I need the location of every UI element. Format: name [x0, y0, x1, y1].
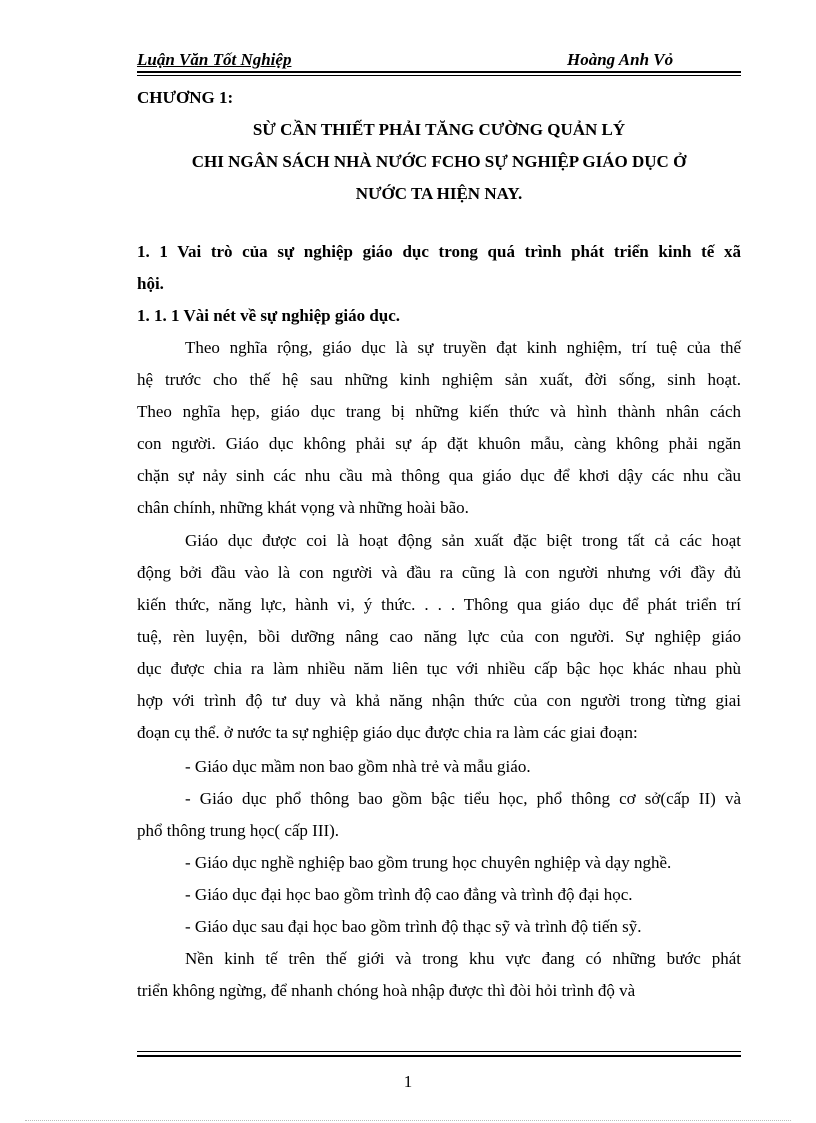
paragraph-line: Giáo dục được coi là hoạt động sản xuất đặc biệt trong tất cả các hoạt	[185, 531, 741, 550]
footer-rule-thin	[137, 1051, 741, 1052]
chapter-title-line-2: CHI NGÂN SÁCH NHÀ NƯỚC FCHO SỰ NGHIỆP GIÁO DỤC Ở	[191, 152, 687, 171]
paragraph-line: đoạn cụ thể. ở nước ta sự nghiệp giáo dục được chia ra làm các giai đoạn:	[137, 723, 638, 742]
page-number: 1	[403, 1072, 413, 1091]
paragraph-line: Nền kinh tế trên thế giới và trong khu vực đang có những bước phát	[185, 949, 741, 968]
paragraph-line: chân chính, những khát vọng và những hoài bão.	[137, 498, 469, 517]
header-rule-thin	[137, 75, 741, 76]
paragraph-line: hệ trước cho thế hệ sau những kinh nghiệm sản xuất, đời sống, sinh hoạt.	[137, 370, 741, 389]
paragraph-line: dục được chia ra làm nhiều năm liên tục với nhiều cấp bậc học khác nhau phù	[137, 659, 741, 678]
header-left-title: Luận Văn Tốt Nghiệp	[137, 50, 292, 69]
header-author: Hoàng Anh Vỏ	[567, 50, 674, 69]
list-item: - Giáo dục mầm non bao gồm nhà trẻ và mẫu giáo.	[185, 757, 531, 776]
list-item: - Giáo dục đại học bao gồm trình độ cao đẳng và trình độ đại học.	[185, 885, 633, 904]
header-rule	[137, 71, 741, 73]
paragraph-line: kiến thức, năng lực, hành vi, ý thức. . . . Thông qua giáo dục để phát triển trí	[137, 595, 741, 614]
paragraph-line: tuệ, rèn luyện, bồi dưỡng nâng cao năng lực của con người. Sự nghiệp giáo	[137, 627, 741, 646]
paragraph-line: động bởi đầu vào là con người và đầu ra cũng là con người nhưng với đầy đủ	[137, 563, 741, 582]
chapter-label: CHƯƠNG 1:	[137, 88, 234, 107]
chapter-title-line-3: NƯỚC TA HIỆN NAY.	[355, 184, 523, 203]
list-item: - Giáo dục sau đại học bao gồm trình độ thạc sỹ và trình độ tiến sỹ.	[185, 917, 642, 936]
section-heading-continued: hội.	[137, 274, 164, 293]
list-item: - Giáo dục phổ thông bao gồm bậc tiểu học, phổ thông cơ sở(cấp II) và	[185, 789, 741, 808]
section-heading: 1. 1 Vai trò của sự nghiệp giáo dục trong quá trình phát triển kinh tế xã	[137, 242, 741, 261]
paragraph-line: triển không ngừng, để nhanh chóng hoà nhập được thì đòi hỏi trình độ và	[137, 981, 636, 1000]
chapter-title-line-1: SỪ CẦN THIẾT PHẢI TĂNG CƯỜNG QUẢN LÝ	[252, 120, 626, 139]
paragraph-line: Theo nghĩa rộng, giáo dục là sự truyền đạt kinh nghiệm, trí tuệ của thế	[185, 338, 741, 357]
running-header	[137, 50, 741, 72]
page-edge-dots	[25, 1120, 791, 1121]
paragraph-line: Theo nghĩa hẹp, giáo dục trang bị những kiến thức và hình thành nhân cách	[137, 402, 741, 421]
paragraph-line: con người. Giáo dục không phải sự áp đặt khuôn mẫu, càng không phải ngăn	[137, 434, 741, 453]
list-item: - Giáo dục nghề nghiệp bao gồm trung học chuyên nghiệp và dạy nghề.	[185, 853, 672, 872]
paragraph-line: chặn sự nảy sinh các nhu cầu mà thông qua giáo dục để khơi dậy các nhu cầu	[137, 466, 741, 485]
paragraph-line: hợp với trình độ tư duy và khả năng nhận thức của con người trong từng giai	[137, 691, 741, 710]
footer-rule	[137, 1055, 741, 1057]
list-item-continued: phổ thông trung học( cấp III).	[137, 821, 340, 840]
subsection-heading: 1. 1. 1 Vài nét về sự nghiệp giáo dục.	[137, 306, 401, 325]
